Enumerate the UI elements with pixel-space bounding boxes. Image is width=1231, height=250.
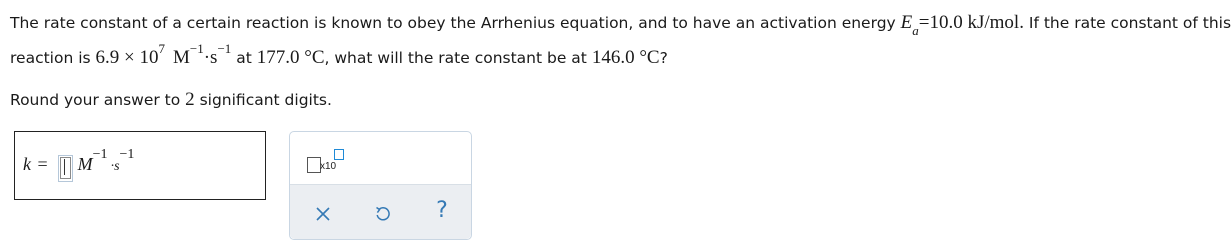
problem-line-1 xyxy=(10,12,1231,38)
palette-footer xyxy=(290,184,471,239)
answer-equals: = xyxy=(37,154,48,174)
rate-constant-mantissa: 6.9 × 10 xyxy=(95,47,159,68)
scientific-notation-button[interactable] xyxy=(307,149,341,175)
help-button[interactable]: ? xyxy=(436,197,448,223)
unit-molar-exponent: −1 xyxy=(189,41,204,56)
activation-energy-symbol: E xyxy=(900,12,913,33)
problem-text: , what will the rate constant be at xyxy=(324,49,592,67)
x10-label: x10 xyxy=(320,161,337,172)
answer-unit-molar: M xyxy=(77,154,93,174)
problem-text: The rate constant of a certain reaction is known to obey the Arrhenius equation, and to have an activation energy xyxy=(10,14,901,32)
unit-molar: M xyxy=(172,47,190,68)
answer-unit-molar-exponent: −1 xyxy=(92,147,108,162)
activation-energy-value: =10.0 kJ/mol. xyxy=(918,12,1024,33)
problem-line-3 xyxy=(10,89,332,111)
problem-text: reaction is xyxy=(10,49,96,67)
problem-text: ? xyxy=(659,49,668,67)
sig-figs-count: 2 xyxy=(185,89,195,110)
mantissa-slot-icon xyxy=(307,157,321,173)
answer-box xyxy=(14,131,266,200)
answer-input[interactable] xyxy=(58,155,73,182)
temperature-initial: 177.0 °C xyxy=(256,47,325,68)
problem-text: If the rate constant of this xyxy=(1023,14,1231,32)
exponent-slot-icon xyxy=(334,149,344,160)
unit-seconds: ·s xyxy=(203,47,218,68)
answer-variable: k xyxy=(23,154,31,174)
instruction-text: significant digits. xyxy=(194,91,332,109)
rate-constant-exponent: 7 xyxy=(158,41,165,56)
answer-input-field[interactable] xyxy=(60,157,71,179)
clear-button[interactable] xyxy=(312,203,334,225)
undo-icon xyxy=(374,205,392,223)
temperature-final: 146.0 °C xyxy=(591,47,660,68)
answer-unit-seconds-exponent: −1 xyxy=(119,147,135,162)
answer-unit-seconds: ·s xyxy=(110,159,120,174)
problem-text: at xyxy=(231,49,257,67)
math-tool-palette xyxy=(289,131,472,240)
activation-energy-subscript: a xyxy=(912,23,919,38)
instruction-text: Round your answer to xyxy=(10,91,186,109)
problem-line-2 xyxy=(10,41,668,69)
undo-button[interactable] xyxy=(372,203,394,225)
answer-expression xyxy=(23,147,135,182)
close-icon xyxy=(316,207,330,221)
unit-seconds-exponent: −1 xyxy=(217,41,232,56)
